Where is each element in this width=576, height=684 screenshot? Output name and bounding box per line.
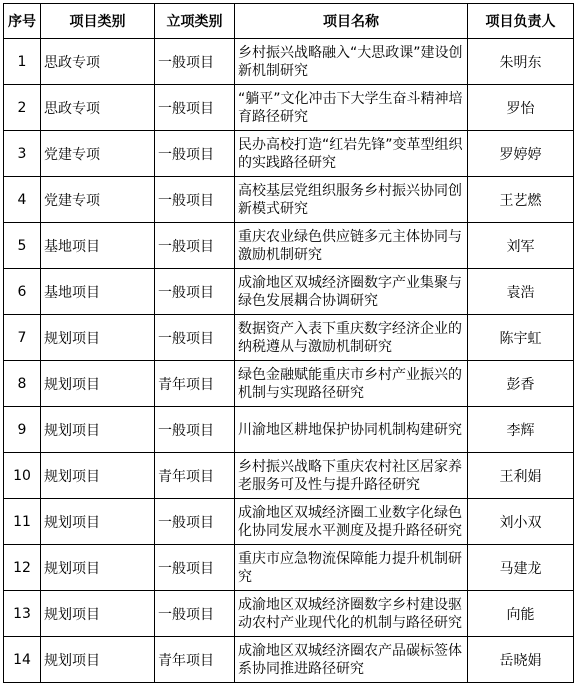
row-project-type: 思政专项 xyxy=(41,85,155,131)
table-row xyxy=(4,269,574,315)
row-seq: 2 xyxy=(4,85,41,131)
row-project-leader: 刘军 xyxy=(468,223,574,269)
table-row xyxy=(4,39,574,85)
row-approval-type: 青年项目 xyxy=(155,361,235,407)
row-project-name: 乡村振兴战略融入“大思政课”建设创新机制研究 xyxy=(235,39,468,85)
row-project-type: 党建专项 xyxy=(41,131,155,177)
row-seq: 14 xyxy=(4,637,41,683)
table-row xyxy=(4,131,574,177)
row-approval-type: 一般项目 xyxy=(155,499,235,545)
row-project-type: 规划项目 xyxy=(41,591,155,637)
row-project-leader: 向能 xyxy=(468,591,574,637)
row-project-name: 成渝地区双城经济圈数字乡村建设驱动农村产业现代化的机制与路径研究 xyxy=(235,591,468,637)
row-project-type: 规划项目 xyxy=(41,545,155,591)
row-approval-type: 一般项目 xyxy=(155,223,235,269)
project-table xyxy=(3,3,574,683)
row-project-name: 成渝地区双城经济圈工业数字化绿色化协同发展水平测度及提升路径研究 xyxy=(235,499,468,545)
row-approval-type: 青年项目 xyxy=(155,453,235,499)
row-project-name: 乡村振兴战略下重庆农村社区居家养老服务可及性与提升路径研究 xyxy=(235,453,468,499)
header-project-name: 项目名称 xyxy=(235,4,468,39)
row-project-type: 规划项目 xyxy=(41,499,155,545)
row-project-type: 规划项目 xyxy=(41,407,155,453)
table-body xyxy=(4,39,574,683)
row-project-type: 思政专项 xyxy=(41,39,155,85)
table-row xyxy=(4,177,574,223)
row-seq: 1 xyxy=(4,39,41,85)
row-seq: 7 xyxy=(4,315,41,361)
table-row xyxy=(4,453,574,499)
row-project-name: 成渝地区双城经济圈数字产业集聚与绿色发展耦合协调研究 xyxy=(235,269,468,315)
row-seq: 4 xyxy=(4,177,41,223)
row-approval-type: 一般项目 xyxy=(155,85,235,131)
row-project-leader: 罗婷婷 xyxy=(468,131,574,177)
row-project-leader: 彭香 xyxy=(468,361,574,407)
table-row xyxy=(4,85,574,131)
row-approval-type: 一般项目 xyxy=(155,39,235,85)
row-approval-type: 一般项目 xyxy=(155,269,235,315)
row-approval-type: 一般项目 xyxy=(155,545,235,591)
row-project-type: 规划项目 xyxy=(41,361,155,407)
row-approval-type: 一般项目 xyxy=(155,591,235,637)
row-project-name: 绿色金融赋能重庆市乡村产业振兴的机制与实现路径研究 xyxy=(235,361,468,407)
row-seq: 6 xyxy=(4,269,41,315)
row-project-leader: 马建龙 xyxy=(468,545,574,591)
row-project-type: 党建专项 xyxy=(41,177,155,223)
row-project-name: 川渝地区耕地保护协同机制构建研究 xyxy=(235,407,468,453)
row-seq: 11 xyxy=(4,499,41,545)
row-project-leader: 岳晓娟 xyxy=(468,637,574,683)
header-approval-type: 立项类别 xyxy=(155,4,235,39)
row-project-leader: 袁浩 xyxy=(468,269,574,315)
row-seq: 12 xyxy=(4,545,41,591)
table-row xyxy=(4,591,574,637)
row-project-type: 规划项目 xyxy=(41,453,155,499)
header-seq: 序号 xyxy=(4,4,41,39)
row-seq: 9 xyxy=(4,407,41,453)
row-seq: 5 xyxy=(4,223,41,269)
row-project-leader: 罗怡 xyxy=(468,85,574,131)
row-project-leader: 王利娟 xyxy=(468,453,574,499)
row-project-type: 基地项目 xyxy=(41,223,155,269)
table-row xyxy=(4,315,574,361)
row-approval-type: 一般项目 xyxy=(155,407,235,453)
header-project-leader: 项目负责人 xyxy=(468,4,574,39)
row-approval-type: 一般项目 xyxy=(155,131,235,177)
row-project-name: 高校基层党组织服务乡村振兴协同创新模式研究 xyxy=(235,177,468,223)
row-approval-type: 青年项目 xyxy=(155,637,235,683)
row-project-name: 重庆农业绿色供应链多元主体协同与激励机制研究 xyxy=(235,223,468,269)
row-approval-type: 一般项目 xyxy=(155,315,235,361)
row-project-name: 重庆市应急物流保障能力提升机制研究 xyxy=(235,545,468,591)
header-row xyxy=(4,4,574,39)
row-approval-type: 一般项目 xyxy=(155,177,235,223)
row-project-name: 民办高校打造“红岩先锋”变革型组织的实践路径研究 xyxy=(235,131,468,177)
row-project-name: 成渝地区双城经济圈农产品碳标签体系协同推进路径研究 xyxy=(235,637,468,683)
table-row xyxy=(4,499,574,545)
row-project-type: 基地项目 xyxy=(41,269,155,315)
row-project-leader: 王艺燃 xyxy=(468,177,574,223)
row-project-name: “躺平”文化冲击下大学生奋斗精神培育路径研究 xyxy=(235,85,468,131)
table-row xyxy=(4,545,574,591)
header-project-type: 项目类别 xyxy=(41,4,155,39)
row-seq: 10 xyxy=(4,453,41,499)
row-project-name: 数据资产入表下重庆数字经济企业的纳税遵从与激励机制研究 xyxy=(235,315,468,361)
row-project-type: 规划项目 xyxy=(41,315,155,361)
row-project-leader: 朱明东 xyxy=(468,39,574,85)
table-row xyxy=(4,223,574,269)
row-seq: 8 xyxy=(4,361,41,407)
row-project-leader: 陈宇虹 xyxy=(468,315,574,361)
row-project-leader: 李辉 xyxy=(468,407,574,453)
row-seq: 13 xyxy=(4,591,41,637)
table-row xyxy=(4,407,574,453)
table-row xyxy=(4,361,574,407)
row-project-type: 规划项目 xyxy=(41,637,155,683)
table-row xyxy=(4,637,574,683)
row-project-leader: 刘小双 xyxy=(468,499,574,545)
row-seq: 3 xyxy=(4,131,41,177)
